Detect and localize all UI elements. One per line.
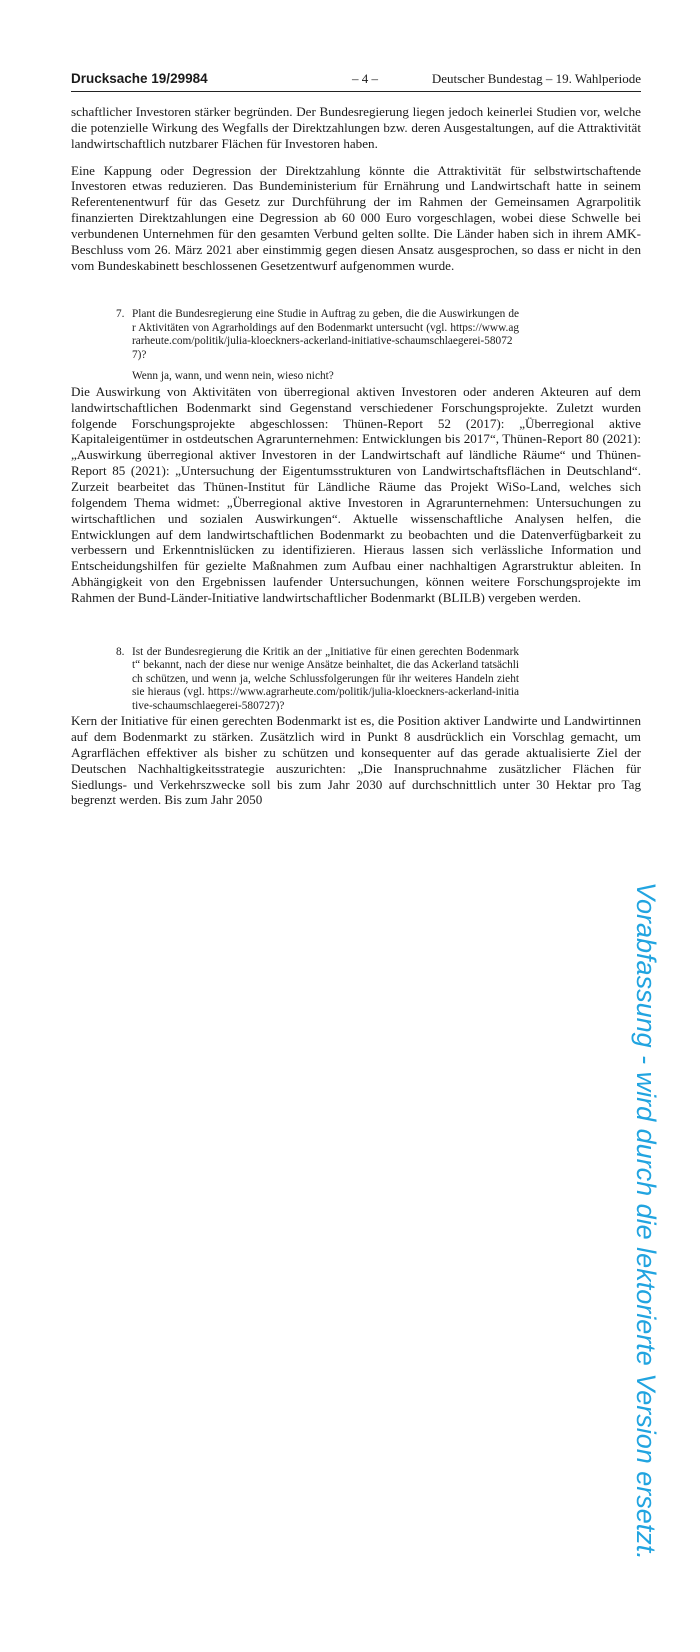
question-7-number: 7. <box>116 308 125 321</box>
paragraph-2: Eine Kappung oder Degression der Direktzahlung könnte die Attraktivität für selbstwirtschaftende Investoren etwas reduzieren. Das Bundeministerium für Ernährung und Landwirtschaft hatte in seinem Referentenentwurf für das Gesetz zur Durchführung der im Rahmen der Gemeinsamen Agrarpolitik finanzierten Direktzahlungen eine Degression ab 60 000 Euro vorgeschlagen, wobei diese Schwelle bei verbundenen Unternehmen für den gesamten Verbund gelten sollte. Die Länder haben sich in ihrem AMK-Beschluss vom 26. März 2021 aber einstimmig gegen diesen Ansatz ausgesprochen, so dass er nicht in den vom Bundeskabinett beschlossenen Gesetzentwurf aufgenommen wurde. <box>71 162 641 273</box>
draft-watermark: Vorabfassung - wird durch die lektorierte Version ersetzt. <box>631 882 661 1560</box>
document-body <box>71 104 641 808</box>
question-7 <box>116 308 519 384</box>
paragraph-1: schaftlicher Investoren stärker begründen. Der Bundesregierung liegen jedoch keinerlei Studien vor, welche die potenzielle Wirkung des Wegfalls der Direktzahlungen bzw. deren Ausgestaltungen, auf die Attraktivität landwirtschaftlich nutzbarer Flächen für Investoren haben. <box>71 104 641 151</box>
header-rule <box>71 91 641 92</box>
answer-7: Die Auswirkung von Aktivitäten von überregional aktiven Investoren oder anderen Akteuren auf dem landwirtschaftlichen Bodenmarkt sind Gegenstand verschiedener Forschungsprojekte. Zuletzt wurden folgende Forschungsprojekte abgeschlossen: Thünen-Report 52 (2017): „Überregional aktive Kapitaleigentümer in ostdeutschen Agrarunternehmen: Entwicklungen bis 2017“, Thünen-Report 80 (2021): „Auswirkung überregional aktiver Investoren in der Landwirtschaft auf ländliche Räume“ und Thünen-Report 85 (2021): „Untersuchung der Eigentumsstrukturen von Landwirtschaftsflächen in Deutschland“. Zurzeit bearbeitet das Thünen-Institut für Ländliche Räume das Projekt WiSo-Land, welches sich folgendem Thema widmet: „Überregional aktive Investoren in Agrarunternehmen: Untersuchungen zu wirtschaftlichen und sozialen Auswirkungen“. Aktuelle wissenschaftliche Analysen helfen, die Entwicklungen auf dem landwirtschaftlichen Bodenmarkt zu beobachten und die Datenverfügbarkeit zu verbessern und Erkenntnislücken zu identifizieren. Hieraus lassen sich verlässliche Information und Entscheidungshilfen für gezielte Maßnahmen zum Aufbau einer nachhaltigen Agrarstruktur ableiten. In Abhängigkeit von den Ergebnissen laufender Untersuchungen, können weitere Forschungsprojekte im Rahmen der Bund-Länder-Initiative landwirtschaftlicher Bodenmarkt (BLILB) vergeben werden. <box>71 383 641 605</box>
page-number: – 4 – <box>352 71 378 86</box>
question-8-text: Ist der Bundesregierung die Kritik an der „Initiative für einen gerechten Bodenmarkt“ bekannt, nach der diese nur wenige Ansätze beinhaltet, die das Ackerland tatsächlich schützen, und wenn ja, welche Schlussfolgerungen für ihr weiteres Handeln zieht sie hieraus (vgl. https://www.agrarheute.com/politik/julia-kloeckners-ackerland-initiative-schaumschlaegerei-580727)? <box>132 645 519 712</box>
question-7-text: Plant die Bundesregierung eine Studie in Auftrag zu geben, die die Auswirkungen der Aktivitäten von Agrarholdings auf den Bodenmarkt untersucht (vgl. https://www.agrarheute.com/politik/julia-kloeckners-ackerland-initiative-schaumschlaegerei-580727)? <box>132 308 519 361</box>
question-8 <box>116 645 519 714</box>
doc-number-value: 29984 <box>170 71 208 86</box>
document-number <box>71 71 208 86</box>
answer-8: Kern der Initiative für einen gerechten Bodenmarkt ist es, die Position aktiver Landwirte und Landwirtinnen auf dem Bodenmarkt zu stärken. Zusätzlich wird in Punkt 8 ausdrücklich ein Vorschlag gemacht, um Agrarflächen effektiver als bisher zu schützen und konsequenter auf das gerade aktualisierte Ziel der Deutschen Nachhaltigkeitsstrategie auszurichten: „Die Inanspruchnahme zusätzlicher Flächen für Siedlungs- und Verkehrszwecke soll bis zum Jahr 2030 auf durchschnittlich unter 30 Hektar pro Tag begrenzt werden. Bis zum Jahr 2050 <box>71 713 641 808</box>
question-7-sub: Wenn ja, wann, und wenn nein, wieso nicht? <box>132 370 334 383</box>
question-8-number: 8. <box>116 645 125 658</box>
page-header <box>71 71 641 89</box>
parliament-label: Deutscher Bundestag – 19. Wahlperiode <box>431 71 641 86</box>
doc-prefix: Drucksache 19/ <box>71 71 171 86</box>
